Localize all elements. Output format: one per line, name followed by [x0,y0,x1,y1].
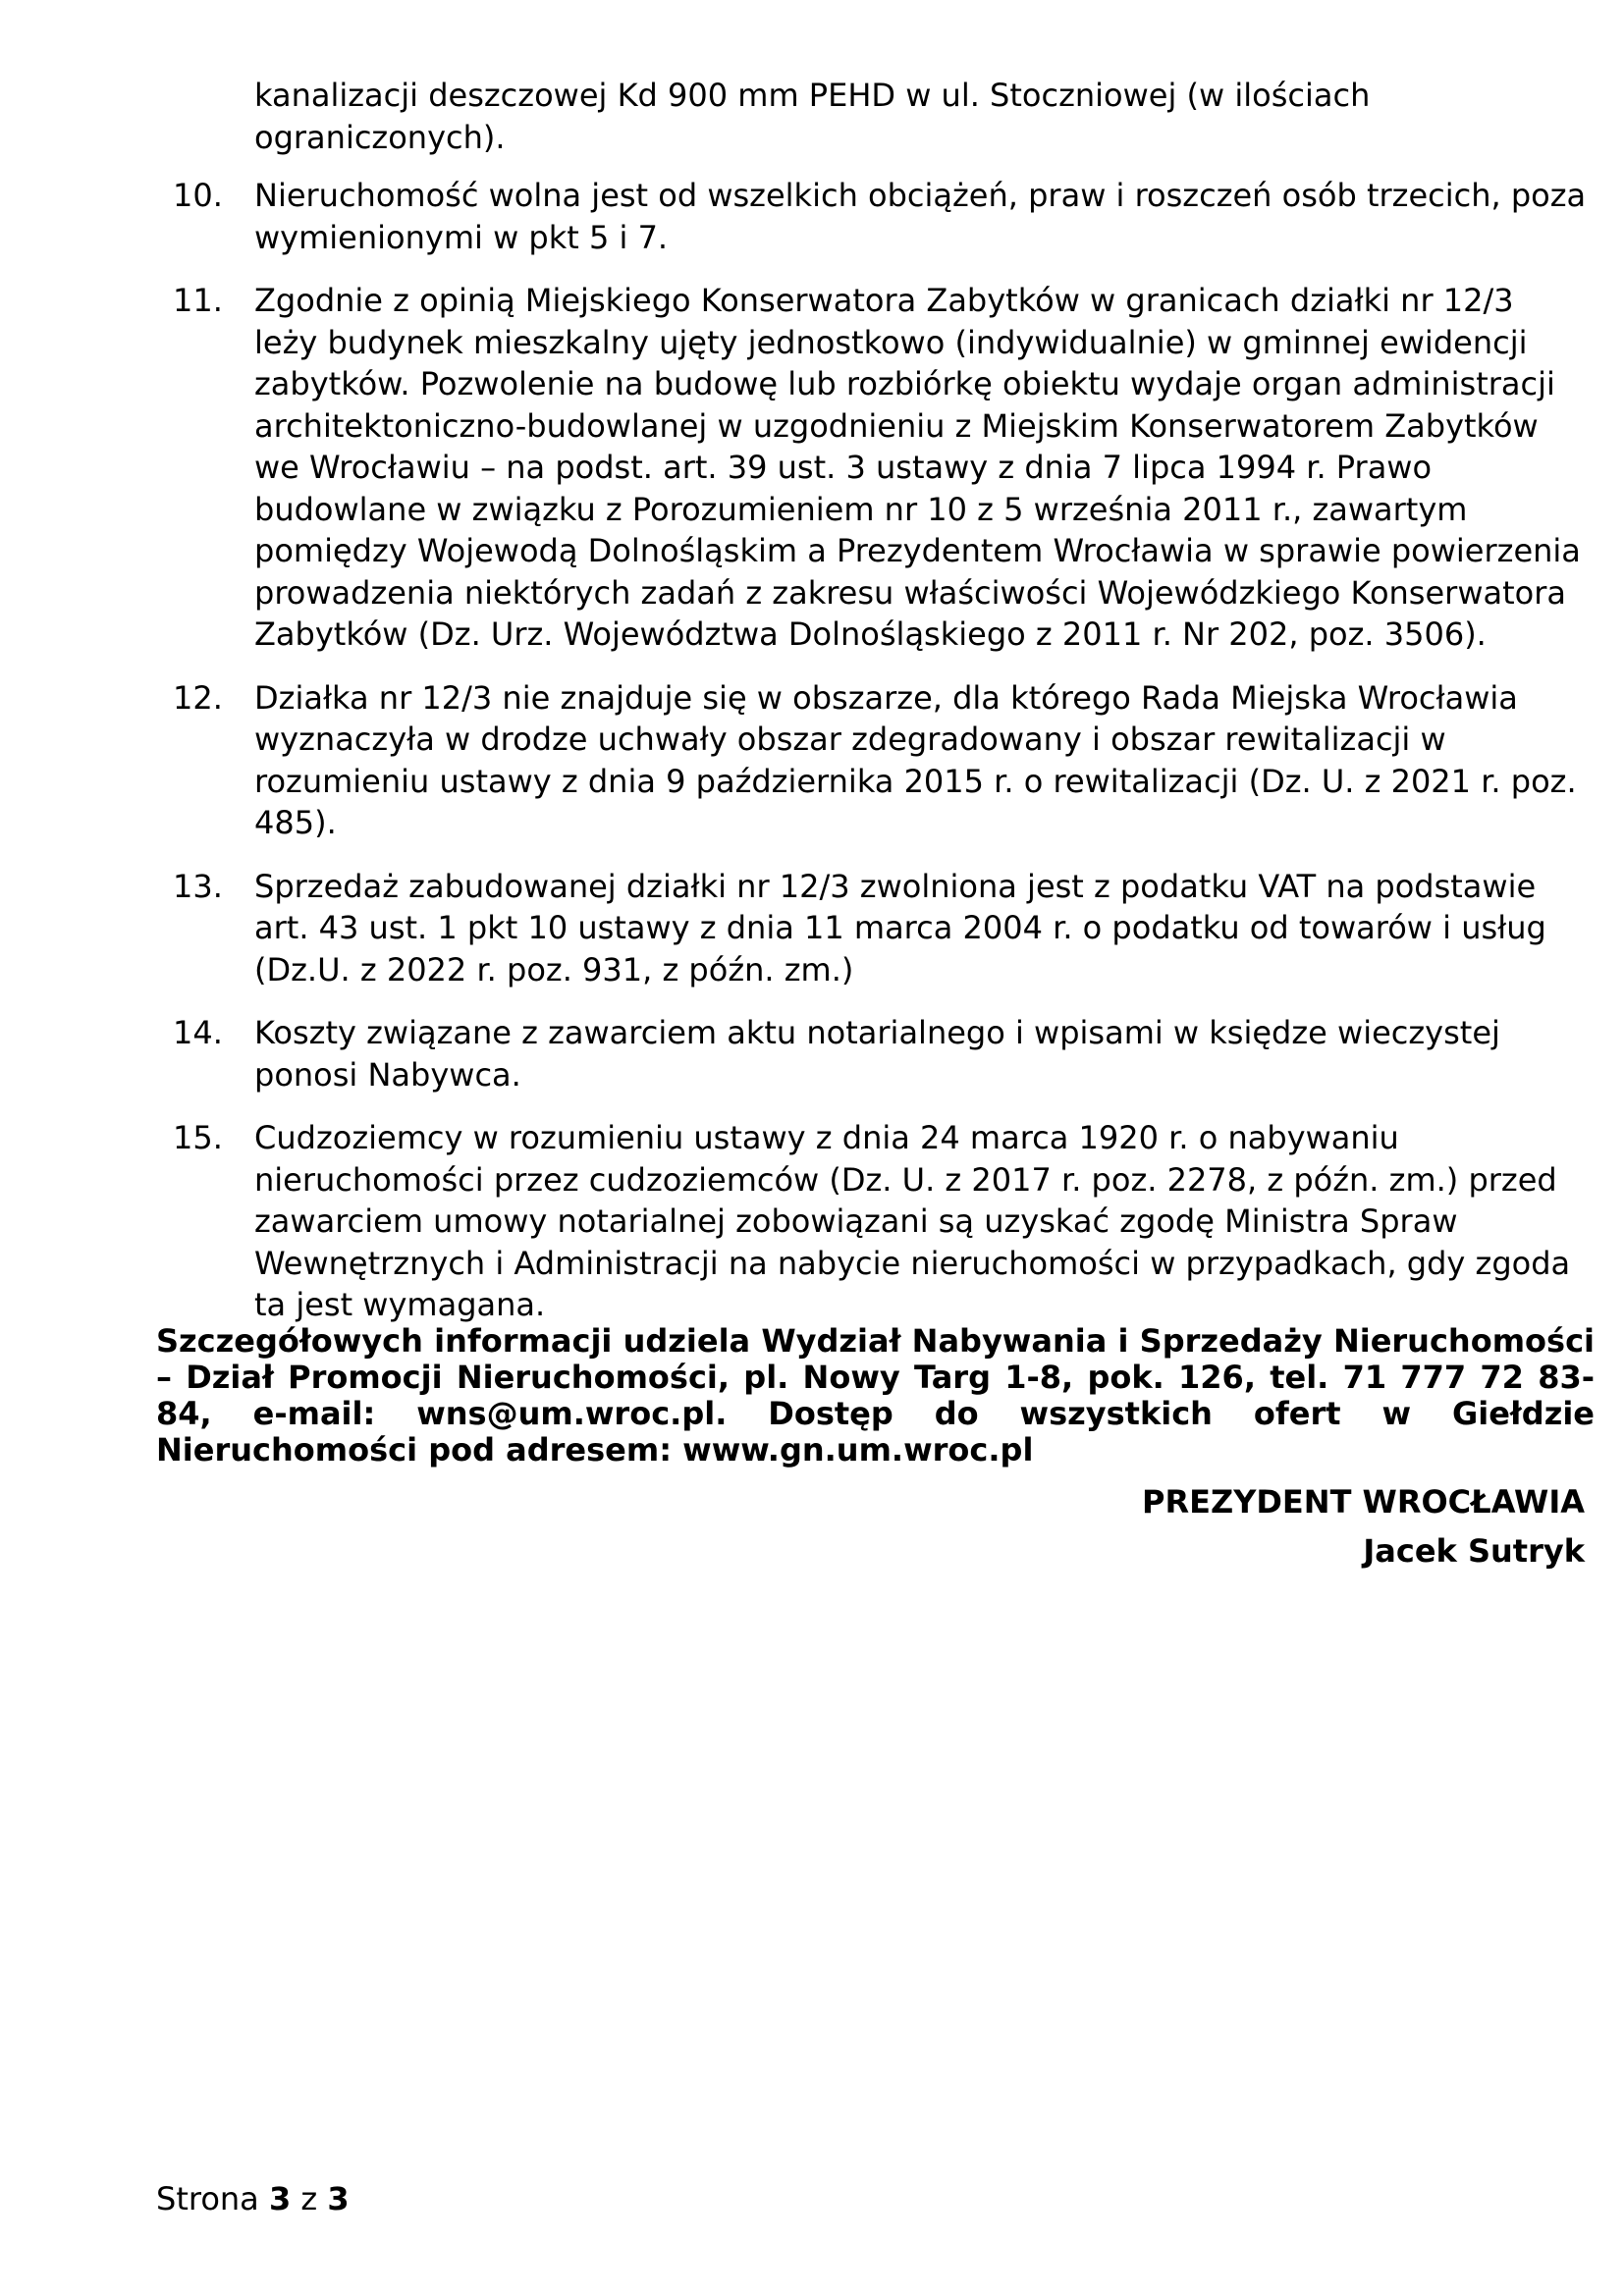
numbered-conditions-list [173,175,1587,1348]
list-item [173,866,1587,991]
total-pages-number: 3 [327,2180,350,2217]
page-separator: z [300,2180,318,2217]
signature-name: Jacek Sutryk [1363,1532,1585,1570]
list-item [173,1117,1587,1326]
continuation-paragraph: kanalizacji deszczowej Kd 900 mm PEHD w ul. Stoczniowej (w ilościach ograniczonych). [254,77,1371,156]
list-item [173,677,1587,844]
list-item-number: 12. [173,678,223,717]
list-item-number: 15. [173,1119,223,1156]
list-item-text: Sprzedaż zabudowanej działki nr 12/3 zwolniona jest z podatku VAT na podstawie art. 43 ust. 1 pkt 10 ustawy z dnia 11 marca 2004 r. o podatku od towarów i usług (Dz.U. z 2022 r. poz. 931, z późn. zm.) [254,867,1546,988]
page-label: Strona [156,2180,259,2217]
list-item [173,280,1587,656]
signature-block [1142,1477,1585,1575]
list-item [173,1012,1587,1095]
list-item [173,175,1587,258]
list-item-text: Działka nr 12/3 nie znajduje się w obszarze, dla którego Rada Miejska Wrocławia wyznaczyła w drodze uchwały obszar zdegradowany i obszar rewitalizacji w rozumieniu ustawy z dnia 9 października 2015 r. o rewitalizacji (Dz. U. z 2021 r. poz. 485). [254,678,1577,841]
list-item-text: Nieruchomość wolna jest od wszelkich obciążeń, praw i roszczeń osób trzecich, poza wymienionymi w pkt 5 i 7. [254,177,1587,256]
current-page-number: 3 [268,2180,292,2217]
list-item-number: 11. [173,282,223,319]
list-item-text: Koszty związane z zawarciem aktu notarialnego i wpisami w księdze wieczystej ponosi Nabywca. [254,1014,1500,1094]
list-item-number: 14. [173,1014,223,1051]
list-item-number: 10. [173,177,223,214]
list-item-text: Zgodnie z opinią Miejskiego Konserwatora Zabytków w granicach działki nr 12/3 leży budynek mieszkalny ujęty jednostkowo (indywidualnie) w gminnej ewidencji zabytków. Pozwolenie na budowę lub rozbiórkę obiektu wydaje organ administracji architektoniczno-budowlanej w uzgodnieniu z Miejskim Konserwatorem Zabytków we Wrocławiu – na podst. art. 39 ust. 3 ustawy z dnia 7 lipca 1994 r. Prawo budowlane w związku z Porozumieniem nr 10 z 5 września 2011 r., zawartym pomiędzy Wojewodą Dolnośląskim a Prezydentem Wrocławia w sprawie powierzenia prowadzenia niektórych zadań z zakresu właściwości Wojewódzkiego Konserwatora Zabytków (Dz. Urz. Województwa Dolnośląskiego z 2011 r. Nr 202, poz. 3506). [254,282,1581,653]
contact-information-block: Szczegółowych informacji udziela Wydział Nabywania i Sprzedaży Nieruchomości – Dział Promocji Nieruchomości, pl. Nowy Targ 1-8, pok. 126, tel. 71 777 72 83-84, e-mail: wns@um.wroc.pl. Dostęp do wszystkich ofert w Giełdzie Nieruchomości pod adresem: www.gn.um.wroc.pl [156,1322,1595,1468]
list-item-text: Cudzoziemcy w rozumieniu ustawy z dnia 24 marca 1920 r. o nabywaniu nieruchomości przez cudzoziemców (Dz. U. z 2017 r. poz. 2278, z późn. zm.) przed zawarciem umowy notarialnej zobowiązani są uzyskać zgodę Ministra Spraw Wewnętrznych i Administracji na nabycie nieruchomości w przypadkach, gdy zgoda ta jest wymagana. [254,1119,1571,1323]
list-item-number: 13. [173,867,223,905]
signature-title: PREZYDENT WROCŁAWIA [1142,1483,1585,1521]
page-footer [156,2179,350,2218]
